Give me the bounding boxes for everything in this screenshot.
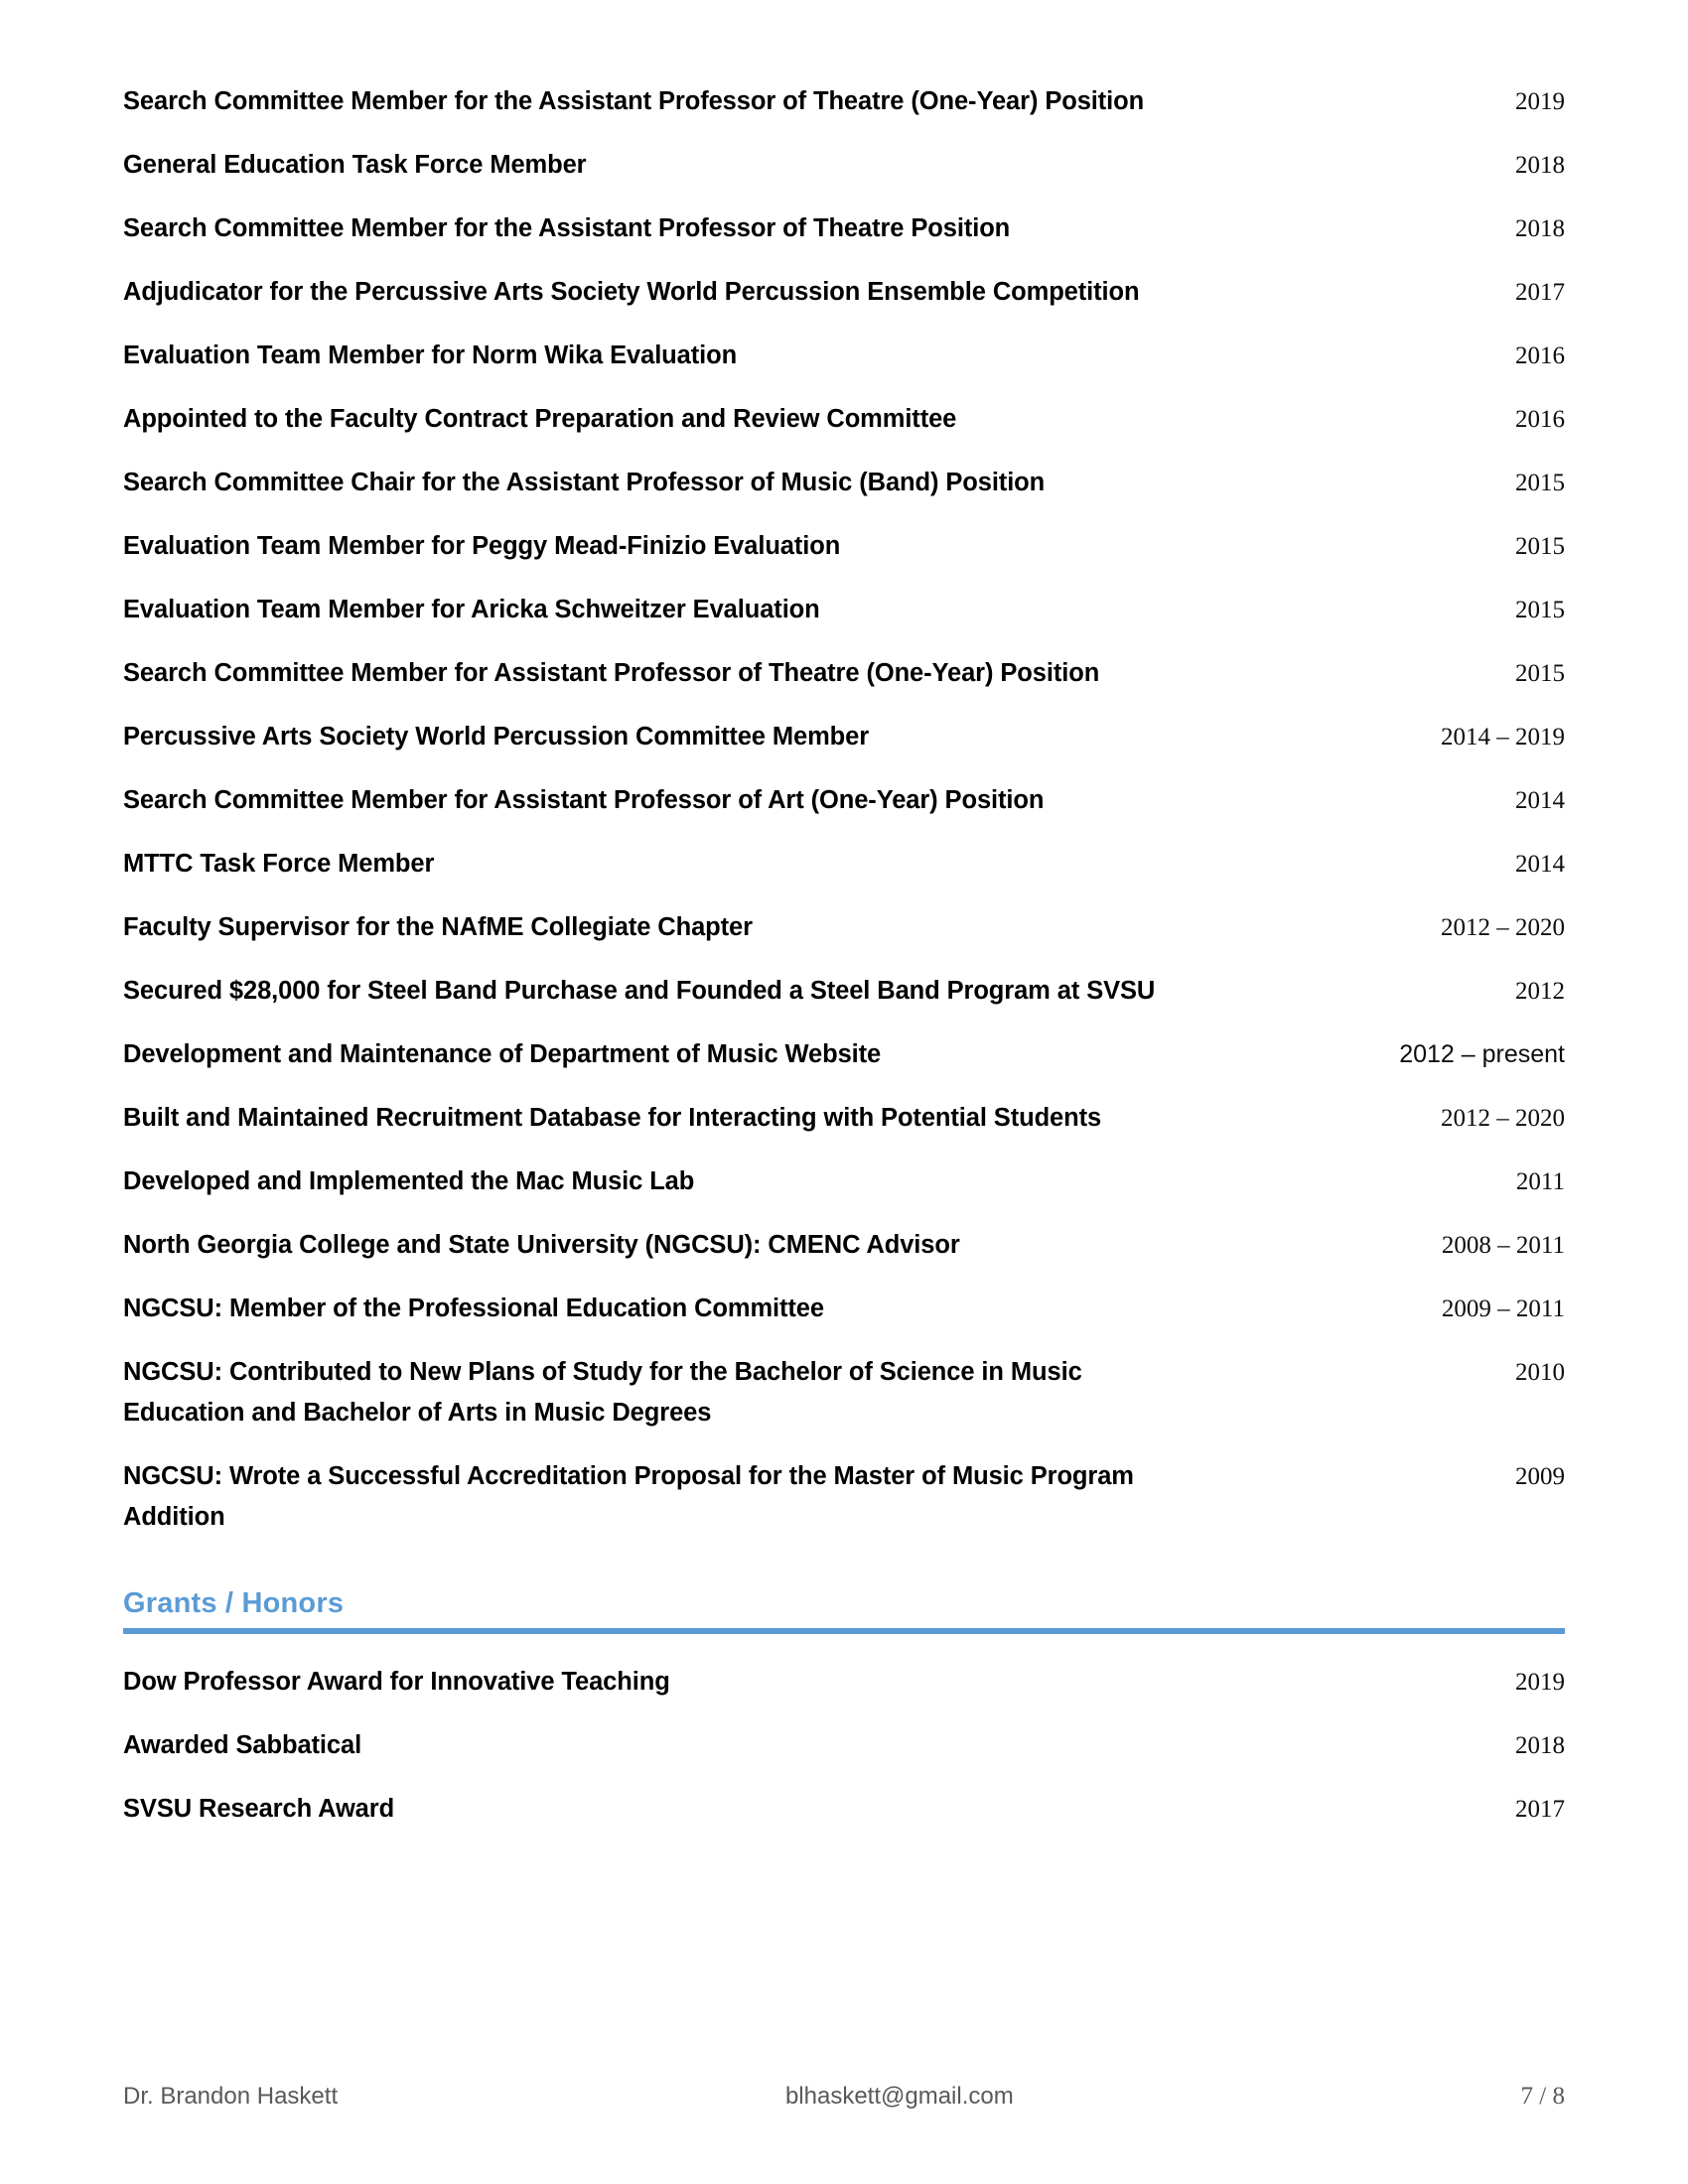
- entry-row: [123, 907, 1565, 948]
- section-divider: [123, 1628, 1565, 1634]
- entry-title: General Education Task Force Member: [123, 151, 587, 179]
- entry-title: Adjudicator for the Percussive Arts Society World Percussion Ensemble Competition: [123, 278, 1140, 306]
- entry-title: SVSU Research Award: [123, 1795, 395, 1823]
- footer-page-number: 7 / 8: [1520, 2083, 1565, 2110]
- entry-title: Evaluation Team Member for Peggy Mead-Finizio Evaluation: [123, 532, 841, 560]
- entry-title: Awarded Sabbatical: [123, 1731, 362, 1759]
- entry-title: Development and Maintenance of Department of Music Website: [123, 1040, 882, 1068]
- entry-row: [123, 463, 1565, 503]
- entry-title: Search Committee Member for Assistant Professor of Theatre (One-Year) Position: [123, 659, 1100, 687]
- entry-year: 2008 – 2011: [1441, 1232, 1565, 1259]
- entry-row: [123, 1456, 1565, 1538]
- entry-title: MTTC Task Force Member: [123, 850, 435, 878]
- entry-year: 2015: [1515, 597, 1565, 623]
- entry-year: 2012 – 2020: [1441, 914, 1565, 941]
- entry-row: [123, 1289, 1565, 1329]
- entry-row: [123, 844, 1565, 885]
- entry-year: 2009: [1515, 1463, 1565, 1490]
- entry-title: Dow Professor Award for Innovative Teaching: [123, 1668, 670, 1696]
- page-footer: [123, 2083, 1565, 2111]
- section-grants-honors: [123, 1585, 1565, 1634]
- entry-year: 2012 – 2020: [1441, 1105, 1565, 1132]
- entry-row: [123, 336, 1565, 376]
- entry-row: [123, 590, 1565, 630]
- entry-title: Evaluation Team Member for Aricka Schweitzer Evaluation: [123, 596, 820, 623]
- entry-year: 2010: [1515, 1359, 1565, 1386]
- entry-row: [123, 971, 1565, 1012]
- entry-year: 2016: [1515, 406, 1565, 433]
- entry-row: [123, 208, 1565, 249]
- entry-row: [123, 145, 1565, 186]
- entry-row: [123, 272, 1565, 313]
- entry-year: 2019: [1515, 88, 1565, 115]
- entry-title: Built and Maintained Recruitment Database for Interacting with Potential Students: [123, 1104, 1102, 1132]
- entry-year: 2015: [1515, 533, 1565, 560]
- entry-row: [123, 653, 1565, 694]
- section-heading-label: Grants / Honors: [123, 1587, 345, 1619]
- footer-author-name: Dr. Brandon Haskett: [123, 2083, 339, 2110]
- grants-entry-list: [123, 1662, 1565, 1830]
- entry-title: Percussive Arts Society World Percussion Committee Member: [123, 723, 870, 751]
- entry-year: 2009 – 2011: [1441, 1296, 1565, 1322]
- entry-row: [123, 1725, 1565, 1766]
- entry-year: 2014 – 2019: [1441, 724, 1565, 751]
- entry-year: 2019: [1515, 1669, 1565, 1696]
- page-content: [123, 81, 1565, 1852]
- entry-row: [123, 1352, 1565, 1433]
- service-entry-list: [123, 81, 1565, 1538]
- entry-year: 2018: [1515, 215, 1565, 242]
- entry-year: 2017: [1515, 279, 1565, 306]
- entry-title: NGCSU: Contributed to New Plans of Study for the Bachelor of Science in Music Education and Bachelor of Arts in Music Degrees: [123, 1358, 1082, 1427]
- entry-year: 2014: [1515, 851, 1565, 878]
- entry-row: [123, 1161, 1565, 1202]
- entry-row: [123, 1225, 1565, 1266]
- entry-row: [123, 1098, 1565, 1139]
- entry-row: [123, 399, 1565, 440]
- entry-row: [123, 526, 1565, 567]
- entry-title: Evaluation Team Member for Norm Wika Evaluation: [123, 341, 738, 369]
- footer-email: blhaskett@gmail.com: [784, 2083, 1014, 2110]
- entry-title: Secured $28,000 for Steel Band Purchase and Founded a Steel Band Program at SVSU: [123, 977, 1156, 1005]
- entry-year: 2012 – present: [1399, 1040, 1565, 1068]
- entry-year: 2018: [1515, 1732, 1565, 1759]
- entry-year: 2011: [1515, 1168, 1565, 1195]
- entry-year: 2015: [1515, 470, 1565, 496]
- entry-row: [123, 717, 1565, 757]
- entry-title: Search Committee Member for the Assistant Professor of Theatre Position: [123, 214, 1011, 242]
- entry-year: 2018: [1515, 152, 1565, 179]
- entry-year: 2016: [1515, 342, 1565, 369]
- entry-title: Search Committee Member for Assistant Professor of Art (One-Year) Position: [123, 786, 1045, 814]
- entry-title: Appointed to the Faculty Contract Preparation and Review Committee: [123, 405, 957, 433]
- entry-row: [123, 1662, 1565, 1703]
- entry-year: 2014: [1515, 787, 1565, 814]
- entry-title: NGCSU: Wrote a Successful Accreditation Proposal for the Master of Music Program Addition: [123, 1462, 1134, 1531]
- entry-row: [123, 81, 1565, 122]
- entry-row: [123, 1789, 1565, 1830]
- entry-row: [123, 1034, 1565, 1075]
- entry-year: 2017: [1515, 1796, 1565, 1823]
- entry-row: [123, 780, 1565, 821]
- entry-title: Faculty Supervisor for the NAfME Collegiate Chapter: [123, 913, 753, 941]
- entry-title: North Georgia College and State University (NGCSU): CMENC Advisor: [123, 1231, 960, 1259]
- entry-title: Developed and Implemented the Mac Music Lab: [123, 1167, 695, 1195]
- entry-title: Search Committee Chair for the Assistant Professor of Music (Band) Position: [123, 469, 1046, 496]
- entry-year: 2015: [1515, 660, 1565, 687]
- entry-title: Search Committee Member for the Assistant Professor of Theatre (One-Year) Position: [123, 87, 1145, 115]
- entry-title: NGCSU: Member of the Professional Education Committee: [123, 1295, 824, 1322]
- entry-year: 2012: [1515, 978, 1565, 1005]
